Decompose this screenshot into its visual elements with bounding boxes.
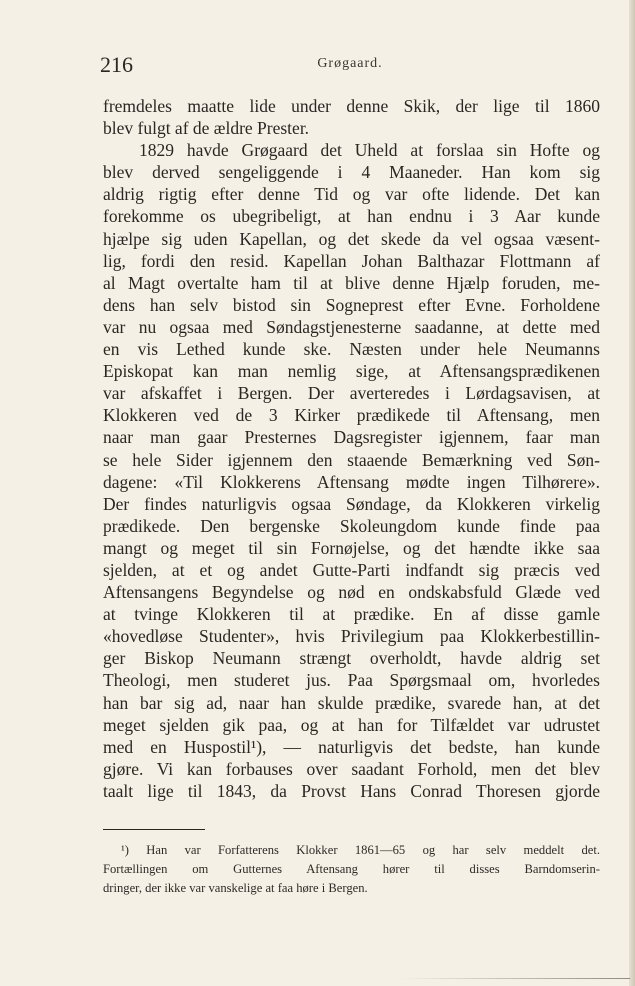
body-line: med en Huspostil¹), — naturligvis det bedste, han kunde: [103, 736, 600, 757]
body-line: forekomme os ubegribeligt, at han endnu i 3 Aar kunde: [103, 206, 600, 227]
body-line: at tvinge Klokkeren til at prædike. En af disse gamle: [103, 604, 600, 625]
footnote-rule: [103, 829, 205, 830]
body-line: fremdeles maatte lide under denne Skik, der lige til 1860: [103, 96, 600, 116]
body-line: naar man gaar Presternes Dagsregister igjennem, faar man: [103, 427, 600, 448]
body-line: Der findes naturligvis ogsaa Søndage, da Klokkeren virkelig: [103, 493, 600, 514]
body-line: mangt og meget til sin Fornøjelse, og det hændte ikke saa: [103, 537, 600, 558]
paper-crease: [400, 978, 630, 979]
body-line: dagene: «Til Klokkerens Aftensang mødte ingen Tilhørere».: [103, 471, 600, 492]
footnote: [103, 841, 600, 898]
body-line: dens han selv bistod sin Sogneprest efter Evne. Forholdene: [103, 294, 600, 315]
body-line: meget sjelden gik paa, og at han for Tilfældet var udrustet: [103, 714, 600, 735]
body-line: blev fulgt af de ældre Prester.: [103, 118, 310, 139]
body-line: Theologi, men studeret jus. Paa Spørgsmaal om, hvorledes: [103, 670, 600, 691]
body-line: Klokkeren ved de 3 Kirker prædikede til Aftensang, men: [103, 405, 600, 426]
body-line: 1829 havde Grøgaard det Uheld at forslaa sin Hofte og: [139, 140, 600, 161]
body-line: taalt lige til 1843, da Provst Hans Conrad Thoresen gjorde: [103, 780, 600, 801]
page-edge: [629, 0, 635, 986]
body-line: en vis Lethed kunde ske. Næsten under hele Neumanns: [103, 339, 600, 360]
page-header: [100, 50, 600, 80]
body-line: «hovedløse Studenter», hvis Privilegium paa Klokkerbestillin-: [103, 626, 600, 647]
running-title: Grøgaard.: [317, 56, 383, 71]
footnote-line: dringer, der ikke var vanskelige at faa høre i Bergen.: [103, 881, 368, 895]
body-line: ger Biskop Neumann strængt overholdt, havde aldrig set: [103, 648, 600, 669]
body-line: blev derved sengeliggende i 4 Maaneder. Han kom sig: [103, 162, 600, 183]
body-line: sjelden, at et og andet Gutte-Parti indfandt sig præcis ved: [103, 559, 600, 580]
body-line: var afskaffet i Bergen. Der averteredes i Lørdagsavisen, at: [103, 383, 600, 404]
body-line: han bar sig ad, naar han skulde prædike, svarede han, at det: [103, 692, 600, 713]
footnote-line: Fortællingen om Gutternes Aftensang hører til disses Barndomserin-: [103, 862, 600, 876]
body-line: aldrig rigtig efter denne Tid og var ofte lidende. Det kan: [103, 184, 600, 205]
body-line: var nu ogsaa med Søndagstjenesterne saadanne, at dette med: [103, 316, 600, 337]
page-number: 216: [100, 52, 133, 77]
body-line: Episkopat kan man nemlig sige, at Aftensangsprædikenen: [103, 361, 600, 382]
body-line: prædikede. Den bergenske Skoleungdom kunde finde paa: [103, 515, 600, 536]
body-line: gjøre. Vi kan forbauses over saadant Forhold, men det blev: [103, 758, 600, 779]
body-line: hjælpe sig uden Kapellan, og det skede da vel ogsaa væsent-: [103, 228, 600, 249]
body-line: Aftensangens Begyndelse og nød en ondskabsfuld Glæde ved: [103, 582, 600, 603]
body-text: [103, 95, 600, 802]
footnote-line: ¹) Han var Forfatterens Klokker 1861—65 og har selv meddelt det.: [121, 843, 600, 857]
body-line: se hele Sider igjennem den staaende Bemærkning ved Søn-: [103, 449, 600, 470]
body-line: lig, fordi den resid. Kapellan Johan Balthazar Flottmann af: [103, 250, 600, 271]
body-line: al Magt overtalte ham til at blive denne Hjælp foruden, me-: [103, 272, 600, 293]
